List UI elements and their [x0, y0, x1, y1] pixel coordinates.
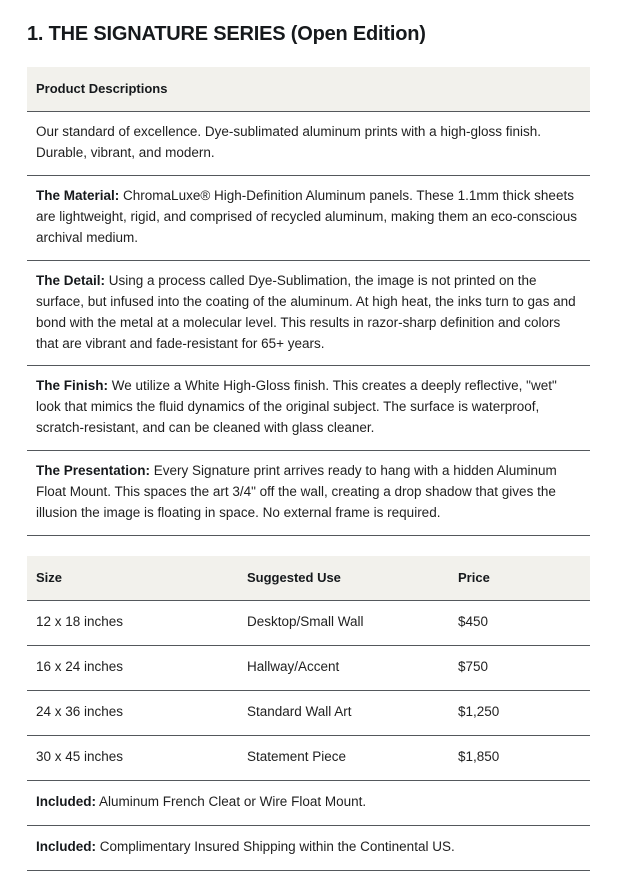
table-row [27, 780, 590, 825]
table-row [27, 260, 590, 366]
table-row [27, 825, 590, 870]
description-cell-detail [27, 260, 590, 366]
lead-description-cell: Our standard of excellence. Dye-sublimated aluminum prints with a high-gloss finish. Durable, vibrant, and modern. [27, 112, 590, 176]
term-label: The Material: [36, 187, 120, 203]
term-label: The Detail: [36, 272, 106, 288]
document-page [0, 21, 617, 871]
term-text: Using a process called Dye-Sublimation, the image is not printed on the surface, but infused into the coating of the aluminum. At high heat, the inks turn to gas and bond with the metal at a molecular level. This results in razor-sharp definition and colors that are vibrant and fade-resistant for 65+ years. [36, 272, 576, 351]
cell-suggested-use: Statement Piece [238, 735, 449, 780]
table-head [27, 67, 590, 112]
table-header-row [27, 67, 590, 112]
cell-price: $750 [449, 646, 590, 691]
term-text: Every Signature print arrives ready to hang with a hidden Aluminum Float Mount. This spaces the art 3/4" off the wall, creating a drop shadow that gives the illusion the image is floating in space. No external frame is required. [36, 463, 557, 521]
included-cell-mount [27, 780, 590, 825]
page-title: 1. THE SIGNATURE SERIES (Open Edition) [27, 23, 426, 45]
table-header-row [27, 556, 590, 601]
description-cell-finish [27, 366, 590, 451]
term-label: Included: [36, 838, 96, 854]
column-header-size: Size [27, 556, 238, 601]
column-header-suggested-use: Suggested Use [238, 556, 449, 601]
included-cell-shipping [27, 825, 590, 870]
column-header-product-descriptions: Product Descriptions [27, 67, 590, 112]
table-body [27, 112, 590, 536]
cell-price: $1,250 [449, 690, 590, 735]
table-row [27, 646, 590, 691]
table-row [27, 175, 590, 260]
term-text: ChromaLuxe® High-Definition Aluminum panels. These 1.1mm thick sheets are lightweight, rigid, and comprised of recycled aluminum, making them an eco-conscious archival medium. [36, 187, 578, 245]
cell-size: 30 x 45 inches [27, 735, 238, 780]
cell-suggested-use: Desktop/Small Wall [238, 601, 449, 646]
term-text: We utilize a White High-Gloss finish. This creates a deeply reflective, "wet" look that mimics the fluid dynamics of the original subject. The surface is waterproof, scratch-resistant, and can be cleaned with glass cleaner. [36, 378, 557, 436]
cell-size: 24 x 36 inches [27, 690, 238, 735]
description-cell-presentation [27, 451, 590, 536]
cell-suggested-use: Hallway/Accent [238, 646, 449, 691]
term-text: Aluminum French Cleat or Wire Float Mount. [99, 793, 367, 809]
column-header-price: Price [449, 556, 590, 601]
table-row [27, 366, 590, 451]
cell-size: 16 x 24 inches [27, 646, 238, 691]
term-label: Included: [36, 793, 96, 809]
description-cell-material [27, 175, 590, 260]
product-descriptions-table [27, 67, 590, 536]
table-row [27, 112, 590, 176]
cell-size: 12 x 18 inches [27, 601, 238, 646]
term-label: The Presentation: [36, 463, 151, 479]
cell-suggested-use: Standard Wall Art [238, 690, 449, 735]
table-body [27, 601, 590, 871]
table-head [27, 556, 590, 601]
table-row [27, 690, 590, 735]
table-row [27, 601, 590, 646]
term-label: The Finish: [36, 378, 108, 394]
cell-price: $1,850 [449, 735, 590, 780]
table-row [27, 735, 590, 780]
cell-price: $450 [449, 601, 590, 646]
term-text: Complimentary Insured Shipping within the Continental US. [99, 838, 455, 854]
pricing-table [27, 556, 590, 871]
table-row [27, 451, 590, 536]
